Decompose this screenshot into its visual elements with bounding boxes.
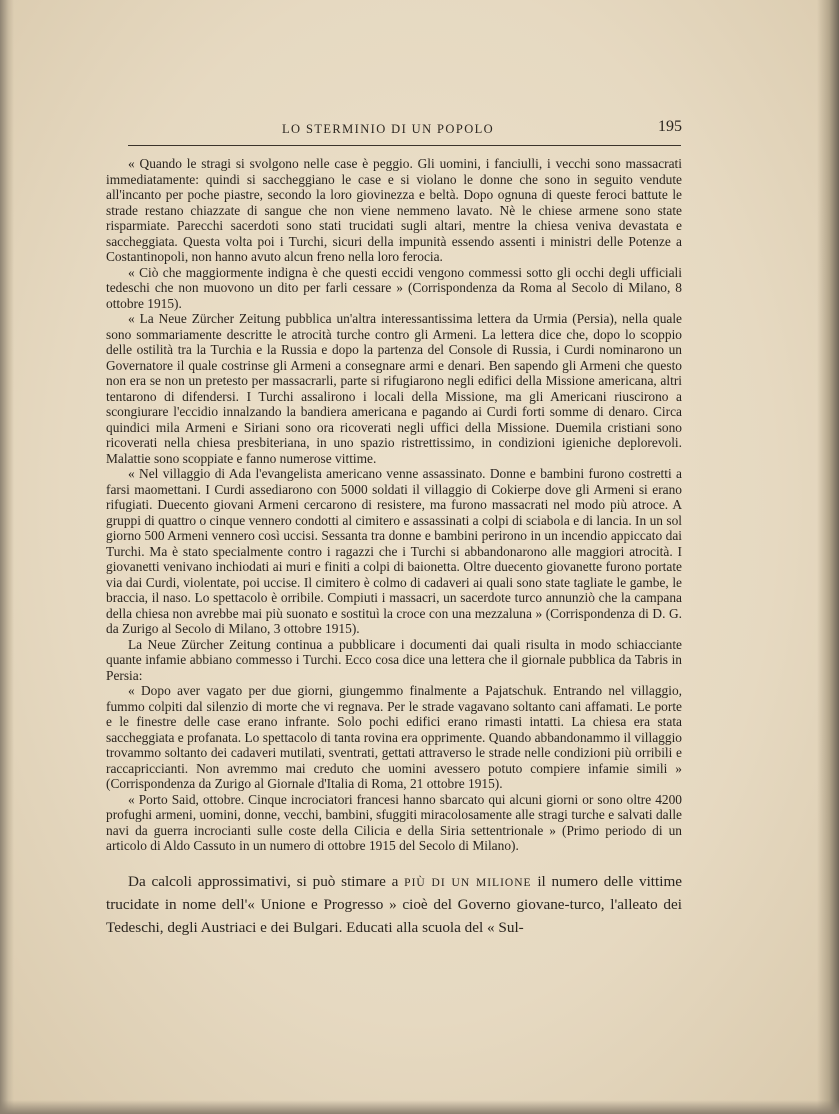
page-right-edge (817, 0, 839, 1114)
quote-paragraph-1: « Quando le stragi si svolgono nelle case è peggio. Gli uomini, i fanciulli, i vecchi sono massacrati immediatamente: quindi si saccheggiano le case e si violano le donne che sono in seguito vendute all'incanto per poche piastre, secondo la loro giovinezza e beltà. Dopo ognuna di queste feroci battute le strade restano chiazzate di sangue che non viene nemmeno lavato. Nè le chiese armene sono state risparmiate. Parecchi sacerdoti sono stati trucidati sugli altari, mentre la chiesa veniva devastata e saccheggiata. Questa volta poi i Turchi, sicuri della impunità essendo assenti i ministri delle Potenze a Costantinopoli, non hanno avuto alcun freno nella loro ferocia. (106, 156, 682, 264)
page-header (282, 118, 682, 142)
page-body (106, 156, 682, 939)
quote-paragraph-5: La Neue Zürcher Zeitung continua a pubblicare i documenti dai quali risulta in modo schiacciante quante infamie abbiano commesso i Turchi. Ecco cosa dice una lettera che il giornale pubblica da Tabris in Persia: (106, 636, 682, 683)
closing-text-before: Da calcoli approssimativi, si può stimare a (128, 872, 399, 890)
quote-paragraph-7: « Porto Said, ottobre. Cinque incrociatori francesi hanno sbarcato qui alcuni giorni or sono oltre 4200 profughi armeni, uomini, donne, vecchi, bambini, sfuggiti miracolosamente alle stragi turche e salvati dalle navi da guerra incrocianti sulle coste della Cilicia e della Siria settentrionale » (Primo periodo di un articolo di Aldo Cassuto in un numero di ottobre 1915 del Secolo di Milano). (106, 791, 682, 853)
page-left-edge (0, 0, 14, 1114)
running-title: LO STERMINIO DI UN POPOLO (282, 122, 495, 136)
closing-emphasis: PIÙ DI UN MILIONE (404, 876, 532, 889)
quote-paragraph-4: « Nel villaggio di Ada l'evangelista americano venne assassinato. Donne e bambini furono costretti a farsi maomettani. I Curdi assediarono con 5000 soldati il villaggio di Cokierpe dove gli Armeni si erano rifugiati. Duecento giovani Armeni cercarono di resistere, ma furono massacrati nel modo più atroce. A gruppi di quattro o cinque vennero condotti al cimitero e assassinati a colpi di sciabola e di lancia. In un sol giorno 500 Armeni vennero così uccisi. Sessanta tra donne e bambini perirono in un incendio appiccato dai Turchi. Ma è stato specialmente contro i ragazzi che i Turchi si abbandonarono alle maggiori atrocità. I giovanetti venivano inchiodati ai muri e finiti a colpi di baionetta. Oltre duecento giovanette furono portate via dai Curdi, violentate, poi uccise. Il cimitero è colmo di cadaveri ai quali sono state tagliate le gambe, le braccia, il naso. Lo spettacolo è orribile. Compiuti i massacri, un sacerdote turco annunziò che la campana della chiesa non avrebbe mai più suonato e sostituì la croce con una mezzaluna » (Corrispondenza di D. G. da Zurigo al Secolo di Milano, 3 ottobre 1915). (106, 466, 682, 636)
page-number: 195 (658, 118, 682, 135)
closing-text-after: il numero delle vittime trucidate in nome dell'« Unione e Progresso » cioè del Governo giovane-turco, l'alleato dei Tedeschi, degli Austriaci e dei Bulgari. Educati alla scuola del « Sul- (106, 872, 683, 936)
header-rule (128, 145, 681, 146)
quote-paragraph-6: « Dopo aver vagato per due giorni, giungemmo finalmente a Pajatschuk. Entrando nel villaggio, fummo colpiti dal silenzio di morte che vi regnava. Per le strade vagavano soltanto cani affamati. Le porte e le finestre delle case erano infrante. Solo pochi edifici erano rimasti intatti. La chiesa era stata saccheggiata e profanata. Lo spettacolo di tanta rovina era opprimente. Quando abbandonammo il villaggio trovammo soltanto dei cadaveri mutilati, sventrati, gettati attraverso le strade nelle condizioni più orribili e raccapriccianti. Non avremmo mai creduto che uomini avessero potuto compiere infamie simili » (Corrispondenza da Zurigo al Giornale d'Italia di Roma, 21 ottobre 1915). (106, 683, 682, 791)
quote-paragraph-2: « Ciò che maggiormente indigna è che questi eccidi vengono commessi sotto gli occhi degli ufficiali tedeschi che non muovono un dito per farli cessare » (Corrispondenza da Roma al Secolo di Milano, 8 ottobre 1915). (106, 264, 682, 311)
page-bottom-edge (0, 1100, 839, 1114)
closing-paragraph (106, 871, 682, 940)
quote-paragraph-3: « La Neue Zürcher Zeitung pubblica un'altra interessantissima lettera da Urmia (Persia), nella quale sono sommariamente descritte le atrocità turche contro gli Armeni. La lettera dice che, dopo lo scoppio delle ostilità tra la Turchia e la Russia e dopo la partenza del Console di Russia, i Curdi nominarono un Governatore il quale costrinse gli Armeni a consegnare armi e denari. Ben sapendo gli Armeni che questo non era se non un pretesto per massacrarli, parte si rifugiarono negli edifici della Missione americana, altri tentarono di difendersi. I Turchi assalirono i locali della Missione, ma gli Americani riuscirono a scongiurare l'eccidio innalzando la bandiera americana e pagando ai Curdi forti somme di denaro. Circa quindici mila Armeni e Siriani sono ora ricoverati negli uffici della Missione. Duemila cristiani sono ricoverati nella chiesa presbiteriana, in uno spazio ristrettissimo, in condizioni igieniche deplorevoli. Malattie sono scoppiate e fanno numerose vittime. (106, 311, 682, 466)
